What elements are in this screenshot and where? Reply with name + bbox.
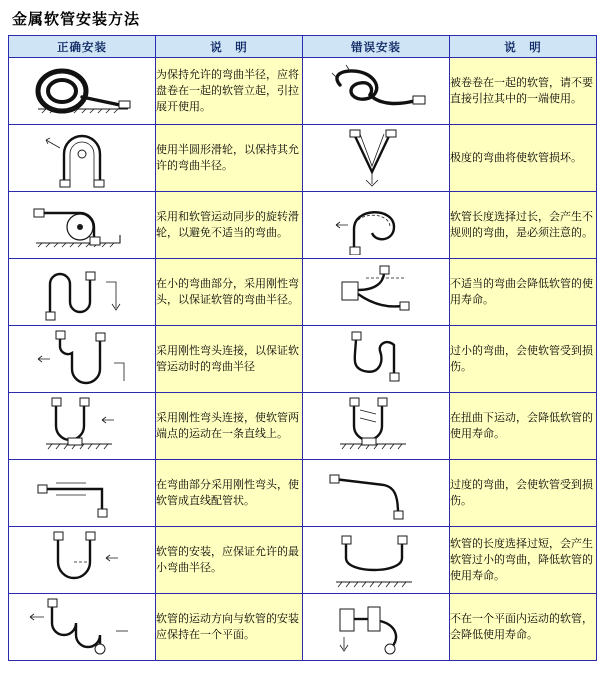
table-row: [9, 594, 597, 661]
table-header: [9, 36, 597, 58]
hose-sharp-v-bend-no-pulley-icon: [303, 125, 450, 192]
row-description: 使用半圆形滑轮，以保持其允许的弯曲半径。: [156, 125, 303, 192]
row-description: 软管的长度选择过短，会产生软管过小的弯曲，降低软管的使用寿命。: [450, 527, 597, 594]
row-description: 软管的运动方向与软管的安装应保持在一个平面。: [156, 594, 303, 661]
row-description: 过小的弯曲，会使软管受到损伤。: [450, 326, 597, 393]
coiled-hose-standing-upright-icon: [9, 58, 156, 125]
header-row: [9, 36, 597, 58]
table-body: [9, 58, 597, 661]
hose-motion-direction-in-same-plane-icon: [9, 594, 156, 661]
row-description: 不适当的弯曲会降低软管的使用寿命。: [450, 259, 597, 326]
table-row: [9, 259, 597, 326]
hose-with-synchronized-rotating-pulley-icon: [9, 192, 156, 259]
table-row: [9, 326, 597, 393]
hose-too-long-excess-slack-icon: [303, 527, 450, 594]
page-title: 金属软管安装方法: [12, 10, 141, 28]
row-description: 软管的安装，应保证允许的最小弯曲半径。: [156, 527, 303, 594]
hose-motion-out-of-plane-icon: [303, 594, 450, 661]
row-description: 在扭曲下运动，会降低软管的使用寿命。: [450, 393, 597, 460]
table-row: [9, 58, 597, 125]
improper-tight-bend-at-fitting-icon: [303, 259, 450, 326]
hose-twisted-under-torsion-icon: [303, 393, 450, 460]
row-description: 采用刚性弯头连接，使软管两端点的运动在一条直线上。: [156, 393, 303, 460]
rigid-elbow-at-small-bend-section-icon: [9, 259, 156, 326]
row-description: 软管长度选择过长，会产生不规则的弯曲，是必须注意的。: [450, 192, 597, 259]
rigid-elbows-both-ends-straight-line-motion-icon: [9, 393, 156, 460]
excessive-bend-at-elbow-icon: [303, 460, 450, 527]
row-description: 在小的弯曲部分，采用刚性弯头，以保证软管的弯曲半径。: [156, 259, 303, 326]
row-description: 在弯曲部分采用刚性弯头，使软管成直线配管状。: [156, 460, 303, 527]
table-row: [9, 393, 597, 460]
rigid-elbow-straight-pipe-layout-icon: [9, 460, 156, 527]
row-description: 极度的弯曲将使软管损坏。: [450, 125, 597, 192]
hose-over-semicircular-guide-pulley-icon: [9, 125, 156, 192]
installation-method-table: [8, 35, 597, 661]
table-row: [9, 527, 597, 594]
table-row: [9, 192, 597, 259]
header-correct-description: 说 明: [156, 36, 303, 58]
overbent-hose-small-radius-loop-icon: [303, 326, 450, 393]
header-correct-install: 正确安装: [9, 36, 156, 58]
rigid-elbow-connection-u-loop-icon: [9, 326, 156, 393]
coiled-hose-pulled-straight-icon: [303, 58, 450, 125]
row-description: 被卷卷在一起的软管，请不要直接引拉其中的一端使用。: [450, 58, 597, 125]
header-wrong-install: 错误安装: [303, 36, 450, 58]
row-description: 过度的弯曲，会使软管受到损伤。: [450, 460, 597, 527]
row-description: 为保持允许的弯曲半径，应将盘卷在一起的软管立起，引拉展开使用。: [156, 58, 303, 125]
hose-too-long-irregular-loop-icon: [303, 192, 450, 259]
header-wrong-description: 说 明: [450, 36, 597, 58]
hose-installed-with-minimum-bend-radius-icon: [9, 527, 156, 594]
table-row: [9, 460, 597, 527]
row-description: 采用和软管运动同步的旋转滑轮，以避免不适当的弯曲。: [156, 192, 303, 259]
row-description: 采用刚性弯头连接，以保证软管运动时的弯曲半径: [156, 326, 303, 393]
row-description: 不在一个平面内运动的软管，会降低使用寿命。: [450, 594, 597, 661]
table-row: [9, 125, 597, 192]
